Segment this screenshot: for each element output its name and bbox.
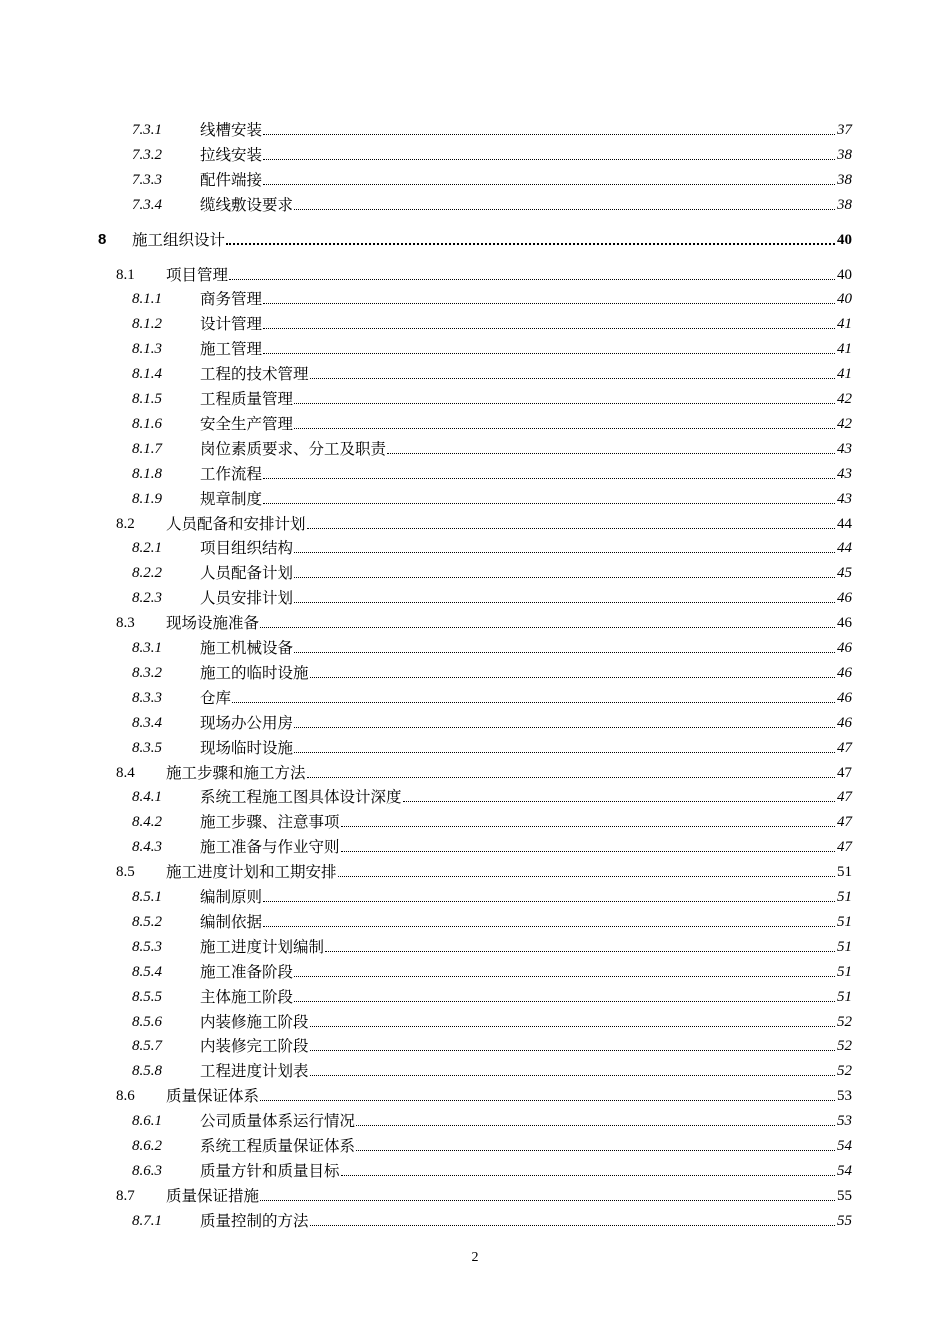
toc-entry-number: 7.3.4	[132, 196, 162, 213]
toc-entry-title: 人员配备计划	[200, 564, 294, 583]
toc-entry-number: 8.5.8	[132, 1063, 162, 1080]
toc-entry-page: 38	[837, 196, 852, 213]
toc-entry[interactable]	[0, 834, 852, 858]
toc-entry[interactable]	[0, 167, 852, 191]
toc-entry-page: 41	[837, 341, 852, 358]
toc-entry-page: 52	[837, 1013, 852, 1030]
toc-entry[interactable]	[0, 984, 852, 1008]
toc-dot-leader	[356, 1125, 835, 1126]
toc-entry-page: 43	[837, 490, 852, 507]
toc-dot-leader	[263, 184, 835, 185]
toc-entry-title: 施工进度计划编制	[200, 937, 325, 956]
toc-dot-leader	[263, 503, 835, 504]
toc-entry-page: 42	[837, 415, 852, 432]
toc-entry[interactable]	[0, 959, 852, 983]
toc-dot-leader	[310, 1225, 835, 1226]
toc-dot-leader	[294, 727, 835, 728]
toc-entry-page: 43	[837, 440, 852, 457]
toc-entry[interactable]	[0, 511, 852, 535]
toc-entry[interactable]	[0, 685, 852, 709]
toc-entry-page: 46	[837, 714, 852, 731]
toc-entry-page: 43	[837, 465, 852, 482]
toc-entry-number: 8.3.4	[132, 714, 162, 731]
toc-entry-number: 8.2.2	[132, 565, 162, 582]
page-number: 2	[471, 1250, 479, 1265]
toc-entry[interactable]	[0, 336, 852, 360]
toc-entry-page: 38	[837, 171, 852, 188]
toc-entry[interactable]	[0, 660, 852, 684]
toc-entry-title: 线槽安装	[200, 121, 263, 139]
toc-entry-number: 8.7.1	[132, 1212, 162, 1229]
toc-entry-number: 8.3.3	[132, 689, 162, 706]
toc-entry[interactable]	[0, 909, 852, 933]
toc-entry-number: 8	[98, 230, 107, 248]
toc-entry-number: 8.5.2	[132, 913, 162, 930]
toc-entry-number: 8.3.1	[132, 640, 162, 656]
toc-entry-title: 质量保证体系	[166, 1087, 260, 1106]
toc-dot-leader	[341, 826, 835, 827]
toc-entry[interactable]	[0, 760, 852, 784]
toc-entry-page: 46	[837, 615, 852, 632]
toc-dot-leader	[232, 702, 835, 703]
toc-entry[interactable]	[0, 635, 852, 659]
toc-entry-number: 8.3.2	[132, 664, 162, 681]
toc-entry-page: 51	[837, 864, 852, 881]
toc-dot-leader	[294, 976, 835, 977]
toc-dot-leader	[263, 353, 835, 354]
toc-entry[interactable]	[0, 461, 852, 485]
toc-dot-leader	[294, 577, 835, 578]
toc-dot-leader	[260, 627, 835, 628]
toc-entry-title: 施工机械设备	[200, 639, 294, 657]
toc-entry-number: 8.6.3	[132, 1162, 162, 1179]
toc-entry-number: 7.3.3	[132, 171, 162, 188]
toc-entry-page: 53	[837, 1113, 852, 1130]
toc-entry[interactable]	[0, 884, 852, 908]
toc-dot-leader	[263, 328, 835, 329]
toc-entry-number: 8.1.1	[132, 291, 162, 308]
toc-entry[interactable]	[0, 1133, 852, 1157]
toc-entry-number: 8.1	[116, 266, 135, 283]
toc-entry[interactable]	[0, 227, 852, 251]
toc-entry[interactable]	[0, 1108, 852, 1132]
toc-entry-title: 施工的临时设施	[200, 663, 309, 682]
toc-dot-leader	[310, 378, 835, 379]
toc-entry-page: 51	[837, 963, 852, 980]
toc-entry-page: 46	[837, 590, 852, 607]
toc-entry[interactable]	[0, 311, 852, 335]
toc-entry-title: 质量控制的方法	[200, 1211, 309, 1230]
toc-entry-title: 施工步骤和施工方法	[166, 763, 306, 782]
toc-entry-title: 工程质量管理	[200, 390, 294, 408]
toc-entry-title: 编制依据	[200, 912, 263, 931]
toc-entry-title: 编制原则	[200, 888, 263, 906]
toc-dot-leader	[307, 777, 835, 778]
toc-entry[interactable]	[0, 535, 852, 559]
toc-entry-page: 44	[837, 540, 852, 557]
toc-entry-page: 41	[837, 366, 852, 383]
toc-dot-leader	[226, 243, 835, 245]
toc-entry-number: 8.7	[116, 1187, 135, 1204]
toc-entry-number: 8.4.2	[132, 814, 162, 831]
toc-entry-title: 现场设施准备	[166, 614, 260, 633]
toc-entry-page: 55	[837, 1212, 852, 1229]
toc-entry-page: 54	[837, 1138, 852, 1154]
toc-entry-title: 项目组织结构	[200, 539, 294, 558]
toc-entry-page: 46	[837, 664, 852, 681]
toc-entry[interactable]	[0, 1208, 852, 1232]
toc-entry[interactable]	[0, 809, 852, 833]
toc-entry-number: 8.5.1	[132, 889, 162, 905]
toc-dot-leader	[310, 1026, 835, 1027]
toc-entry-page: 46	[837, 640, 852, 656]
toc-entry-page: 47	[837, 839, 852, 856]
toc-entry[interactable]	[0, 610, 852, 634]
toc-entry[interactable]	[0, 411, 852, 435]
toc-dot-leader	[307, 528, 835, 529]
toc-entry-page: 42	[837, 391, 852, 407]
toc-entry-title: 施工组织设计	[132, 230, 226, 249]
toc-entry[interactable]	[0, 361, 852, 385]
toc-entry-number: 8.5.4	[132, 963, 162, 980]
toc-dot-leader	[387, 453, 835, 454]
toc-entry[interactable]	[0, 436, 852, 460]
toc-entry[interactable]	[0, 585, 852, 609]
toc-entry[interactable]	[0, 286, 852, 310]
toc-entry-page: 47	[837, 789, 852, 806]
toc-entry[interactable]	[0, 1009, 852, 1033]
toc-entry-number: 8.1.5	[132, 391, 162, 407]
toc-dot-leader	[260, 1200, 835, 1201]
toc-dot-leader	[260, 1100, 835, 1101]
toc-dot-leader	[294, 652, 835, 653]
toc-dot-leader	[325, 951, 835, 952]
toc-entry[interactable]	[0, 1158, 852, 1182]
toc-dot-leader	[263, 159, 835, 160]
toc-dot-leader	[403, 801, 835, 802]
toc-entry-page: 47	[837, 814, 852, 831]
toc-entry-number: 8.1.9	[132, 490, 162, 507]
toc-entry-title: 缆线敷设要求	[200, 195, 294, 214]
toc-entry[interactable]	[0, 117, 852, 141]
toc-dot-leader	[229, 279, 835, 280]
toc-entry-title: 现场临时设施	[200, 738, 294, 757]
toc-dot-leader	[263, 901, 835, 902]
toc-entry[interactable]	[0, 560, 852, 584]
toc-entry-number: 8.6.2	[132, 1138, 162, 1154]
toc-entry-title: 质量保证措施	[166, 1186, 260, 1205]
toc-entry-page: 51	[837, 938, 852, 955]
toc-entry-number: 8.1.3	[132, 341, 162, 358]
toc-dot-leader	[263, 478, 835, 479]
toc-entry-number: 8.5	[116, 864, 135, 881]
toc-entry-page: 52	[837, 1038, 852, 1055]
toc-dot-leader	[310, 677, 835, 678]
toc-entry-page: 51	[837, 988, 852, 1005]
toc-entry[interactable]	[0, 735, 852, 759]
toc-dot-leader	[310, 1050, 835, 1051]
toc-entry-number: 8.5.7	[132, 1038, 162, 1055]
toc-entry-number: 8.4.3	[132, 839, 162, 856]
toc-dot-leader	[294, 552, 835, 553]
toc-entry-title: 配件端接	[200, 170, 263, 189]
toc-entry-page: 51	[837, 889, 852, 905]
toc-entry[interactable]	[0, 934, 852, 958]
toc-entry-number: 8.1.6	[132, 415, 162, 432]
toc-entry-title: 施工管理	[200, 340, 263, 359]
toc-entry-title: 施工准备阶段	[200, 962, 294, 981]
toc-dot-leader	[294, 209, 835, 210]
toc-entry-title: 安全生产管理	[200, 414, 294, 433]
toc-entry-title: 公司质量体系运行情况	[200, 1112, 356, 1131]
toc-entry-number: 8.2	[116, 515, 135, 532]
toc-entry-page: 47	[837, 739, 852, 756]
toc-entry-title: 内装修完工阶段	[200, 1037, 309, 1056]
toc-entry-title: 内装修施工阶段	[200, 1012, 309, 1031]
toc-entry[interactable]	[0, 1083, 852, 1107]
toc-dot-leader	[294, 428, 835, 429]
toc-entry-number: 8.5.5	[132, 988, 162, 1005]
toc-entry-number: 8.3	[116, 615, 135, 632]
toc-dot-leader	[294, 1001, 835, 1002]
toc-entry[interactable]	[0, 192, 852, 216]
toc-entry-title: 工作流程	[200, 464, 263, 483]
toc-entry-number: 8.5.6	[132, 1013, 162, 1030]
toc-dot-leader	[294, 602, 835, 603]
toc-entry[interactable]	[0, 710, 852, 734]
toc-entry-page: 44	[837, 515, 852, 532]
toc-entry-number: 8.1.2	[132, 316, 162, 333]
toc-entry-title: 工程的技术管理	[200, 365, 309, 384]
toc-entry-title: 人员配备和安排计划	[166, 514, 306, 533]
toc-dot-leader	[338, 876, 835, 877]
toc-entry-title: 主体施工阶段	[200, 987, 294, 1006]
toc-entry-number: 7.3.1	[132, 122, 162, 138]
toc-entry-page: 40	[837, 231, 852, 248]
toc-entry-page: 53	[837, 1088, 852, 1105]
toc-entry-number: 8.5.3	[132, 938, 162, 955]
toc-entry-page: 38	[837, 146, 852, 163]
toc-entry-title: 施工准备与作业守则	[200, 838, 340, 857]
toc-entry-title: 项目管理	[166, 265, 229, 284]
toc-entry-number: 8.4	[116, 764, 135, 781]
toc-entry-page: 40	[837, 266, 852, 283]
toc-entry-page: 54	[837, 1162, 852, 1179]
toc-entry[interactable]	[0, 859, 852, 883]
toc-entry-number: 8.4.1	[132, 789, 162, 806]
toc-entry-page: 51	[837, 913, 852, 930]
toc-entry-title: 商务管理	[200, 290, 263, 309]
toc-entry-page: 37	[837, 122, 852, 138]
toc-entry[interactable]	[0, 486, 852, 510]
toc-entry-number: 8.6.1	[132, 1113, 162, 1130]
toc-entry-title: 质量方针和质量目标	[200, 1161, 340, 1180]
toc-entry-page: 45	[837, 565, 852, 582]
toc-entry[interactable]	[0, 262, 852, 286]
toc-entry-number: 8.1.8	[132, 465, 162, 482]
toc-dot-leader	[294, 752, 835, 753]
toc-entry-title: 岗位素质要求、分工及职责	[200, 439, 387, 458]
toc-entry-number: 8.2.1	[132, 540, 162, 557]
toc-entry-number: 7.3.2	[132, 146, 162, 163]
toc-entry[interactable]	[0, 1033, 852, 1057]
toc-dot-leader	[263, 134, 835, 135]
toc-entry-page: 55	[837, 1187, 852, 1204]
toc-entry-title: 施工进度计划和工期安排	[166, 863, 337, 882]
toc-entry-number: 8.3.5	[132, 739, 162, 756]
toc-entry-title: 系统工程施工图具体设计深度	[200, 788, 402, 807]
toc-dot-leader	[341, 1175, 835, 1176]
toc-entry[interactable]	[0, 1183, 852, 1207]
toc-entry-page: 41	[837, 316, 852, 333]
toc-dot-leader	[341, 851, 835, 852]
toc-dot-leader	[263, 303, 835, 304]
toc-entry-number: 8.1.7	[132, 440, 162, 457]
toc-entry-title: 拉线安装	[200, 145, 263, 164]
toc-entry[interactable]	[0, 784, 852, 808]
toc-entry[interactable]	[0, 1058, 852, 1082]
toc-entry-title: 仓库	[200, 688, 232, 707]
toc-dot-leader	[263, 926, 835, 927]
toc-entry-title: 规章制度	[200, 489, 263, 508]
toc-entry[interactable]	[0, 142, 852, 166]
toc-entry-title: 系统工程质量保证体系	[200, 1137, 356, 1155]
toc-entry-title: 现场办公用房	[200, 713, 294, 732]
toc-entry-title: 设计管理	[200, 315, 263, 334]
toc-entry-page: 40	[837, 291, 852, 308]
toc-entry[interactable]	[0, 386, 852, 410]
toc-dot-leader	[310, 1075, 835, 1076]
toc-entry-page: 47	[837, 764, 852, 781]
toc-entry-title: 工程进度计划表	[200, 1062, 309, 1081]
toc-dot-leader	[356, 1150, 835, 1151]
toc-entry-number: 8.2.3	[132, 590, 162, 607]
toc-entry-page: 52	[837, 1063, 852, 1080]
toc-entry-page: 46	[837, 689, 852, 706]
toc-entry-number: 8.6	[116, 1088, 135, 1105]
toc-entry-title: 人员安排计划	[200, 589, 294, 608]
toc-entry-title: 施工步骤、注意事项	[200, 813, 340, 832]
toc-dot-leader	[294, 403, 835, 404]
toc-entry-number: 8.1.4	[132, 366, 162, 383]
